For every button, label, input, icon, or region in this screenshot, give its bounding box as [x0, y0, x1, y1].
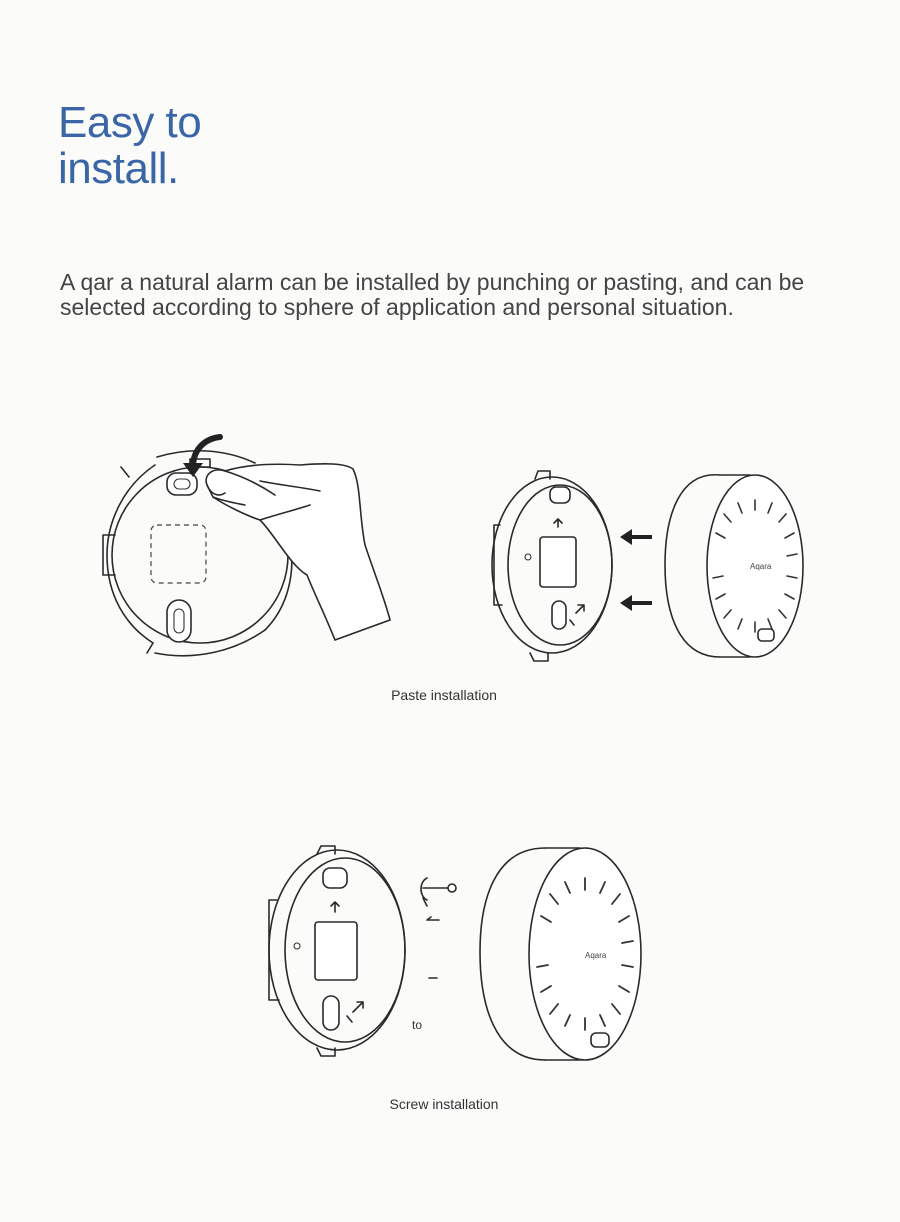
paste-mount-hand-illustration: [95, 425, 405, 660]
title-line-2: install.: [58, 144, 179, 193]
paste-plate-device-illustration: [480, 465, 810, 665]
description-text: A qar a natural alarm can be installed by punching or pasting, and can be selected according to sphere of application and personal situation.: [60, 269, 805, 320]
title-line-1: Easy to: [58, 98, 202, 147]
screw-installation-illustration: [255, 840, 655, 1070]
screw-device-label: Aqara: [585, 951, 607, 960]
paste-device-label: Aqara: [750, 562, 772, 571]
screw-annotation-text: to: [412, 1018, 423, 1032]
paste-installation-caption: Paste installation: [391, 687, 497, 703]
screw-installation-caption: Screw installation: [389, 1096, 499, 1112]
page-title: [58, 100, 201, 192]
